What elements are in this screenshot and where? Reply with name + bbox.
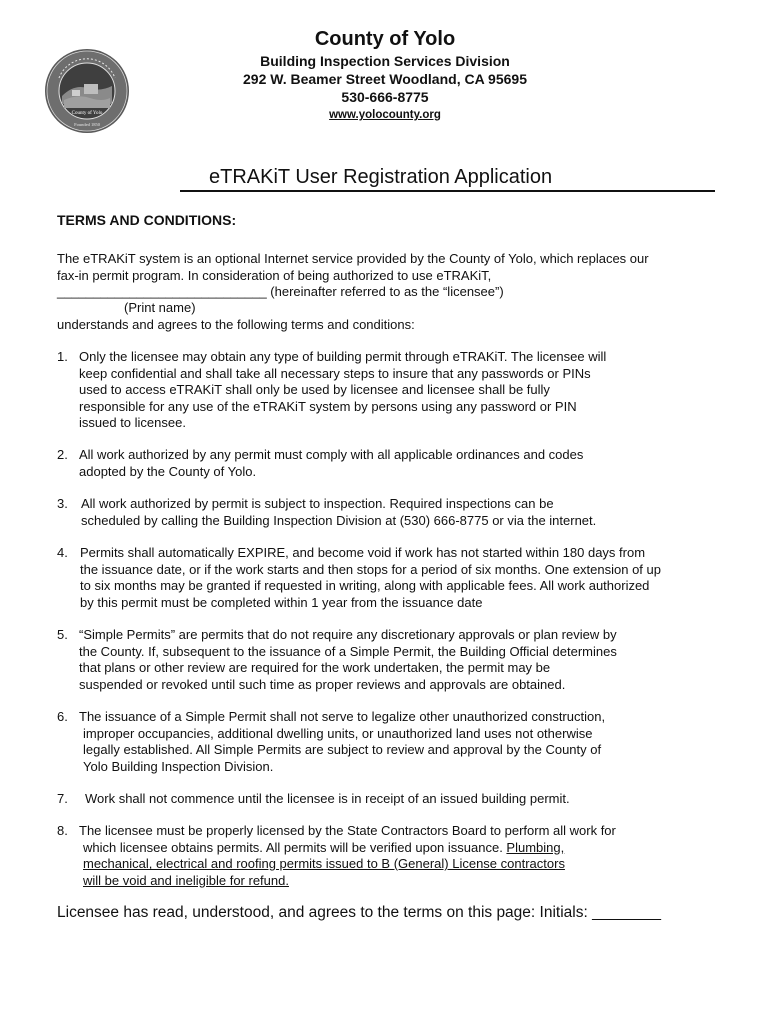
form-title-text: eTRAKiT User Registration Application: [209, 166, 553, 188]
term-line: that plans or other review are required for the work undertaken, the permit may be: [79, 660, 551, 676]
refund-warning-text: mechanical, electrical and roofing permits issued to B (General) License contractors: [83, 856, 565, 872]
division-name: Building Inspection Services Division: [260, 53, 510, 69]
term-line: All work authorized by any permit must comply with all applicable ordinances and codes: [79, 447, 584, 462]
term-number: 3.: [57, 496, 68, 511]
term-line: The licensee must be properly licensed by the State Contractors Board to perform all work for: [79, 823, 616, 838]
term-line: suspended or revoked until such time as proper reviews and approvals are obtained.: [79, 676, 566, 692]
intro-line: fax-in permit program. In consideration of being authorized to use eTRAKiT,: [57, 268, 492, 283]
term-number: 6.: [57, 709, 68, 724]
refund-warning-text: Plumbing,: [506, 839, 565, 855]
term-line: responsible for any use of the eTRAKiT system by persons using any password or PIN: [79, 398, 577, 414]
intro-line: understands and agrees to the following terms and conditions:: [57, 317, 415, 332]
term-line: legally established. All Simple Permits are subject to review and approval by the County of: [83, 742, 602, 758]
term-number: 8.: [57, 823, 68, 838]
term-line: The issuance of a Simple Permit shall not serve to legalize other unauthorized construction,: [79, 709, 606, 724]
term-number: 1.: [57, 349, 68, 364]
term-line: Permits shall automatically EXPIRE, and become void if work has not started within 180 days from: [80, 545, 646, 560]
term-line: the County. If, subsequent to the issuance of a Simple Permit, the Building Official determines: [79, 643, 617, 659]
print-name-field[interactable]: _____________________________ (hereinafter referred to as the “licensee”): [57, 284, 504, 299]
seal-center-text: County of Yolo: [71, 111, 103, 116]
seal-founded-text: Founded 1850: [74, 122, 100, 127]
term-line: keep confidential and shall take all necessary steps to insure that any passwords or PINs: [79, 365, 591, 381]
form-title: [180, 164, 715, 192]
term-line: improper occupancies, additional dwelling units, or unauthorized land uses not otherwise: [83, 725, 593, 741]
term-line: scheduled by calling the Building Inspection Division at (530) 666-8775 or via the internet.: [81, 512, 597, 528]
terms-heading: TERMS AND CONDITIONS:: [57, 212, 237, 228]
term-line: to six months may be granted if requested in writing, along with applicable fees. All work authorized: [80, 578, 650, 594]
term-line: Work shall not commence until the licensee is in receipt of an issued building permit.: [85, 791, 570, 806]
term-line: Only the licensee may obtain any type of building permit through eTRAKiT. The licensee will: [79, 349, 607, 364]
term-number: 5.: [57, 627, 68, 642]
initials-field[interactable]: Licensee has read, understood, and agrees to the terms on this page: Initials: ________: [57, 904, 662, 921]
term-number: 2.: [57, 447, 68, 462]
letterhead: [185, 26, 585, 123]
print-name-caption: (Print name): [124, 300, 196, 315]
term-line: All work authorized by permit is subject to inspection. Required inspections can be: [81, 496, 554, 511]
term-line: “Simple Permits” are permits that do not require any discretionary approvals or plan review by: [79, 627, 617, 642]
address: 292 W. Beamer Street Woodland, CA 95695: [243, 71, 527, 87]
term-line: by this permit must be completed within 1 year from the issuance date: [80, 594, 483, 610]
term-line: used to access eTRAKiT shall only be used by licensee and licensee shall be fully: [79, 382, 550, 398]
term-line: the issuance date, or if the work starts and then stops for a period of six months. One extension of up: [80, 561, 661, 577]
term-line: [79, 840, 616, 857]
term-line: Yolo Building Inspection Division.: [83, 758, 274, 774]
term-number: 4.: [57, 545, 68, 560]
county-seal-logo: [44, 48, 130, 134]
phone: 530-666-8775: [341, 89, 429, 105]
term-number: 7.: [57, 791, 68, 806]
term-line: adopted by the County of Yolo.: [79, 463, 257, 479]
term-line-text: which licensee obtains permits. All permits will be verified upon issuance.: [83, 839, 507, 855]
county-name: County of Yolo: [314, 28, 456, 50]
refund-warning-text: will be void and ineligible for refund.: [83, 872, 289, 888]
website-link[interactable]: www.yolocounty.org: [329, 109, 441, 121]
intro-line: The eTRAKiT system is an optional Internet service provided by the County of Yolo, which replaces our: [57, 251, 649, 266]
term-line: issued to licensee.: [79, 415, 186, 431]
